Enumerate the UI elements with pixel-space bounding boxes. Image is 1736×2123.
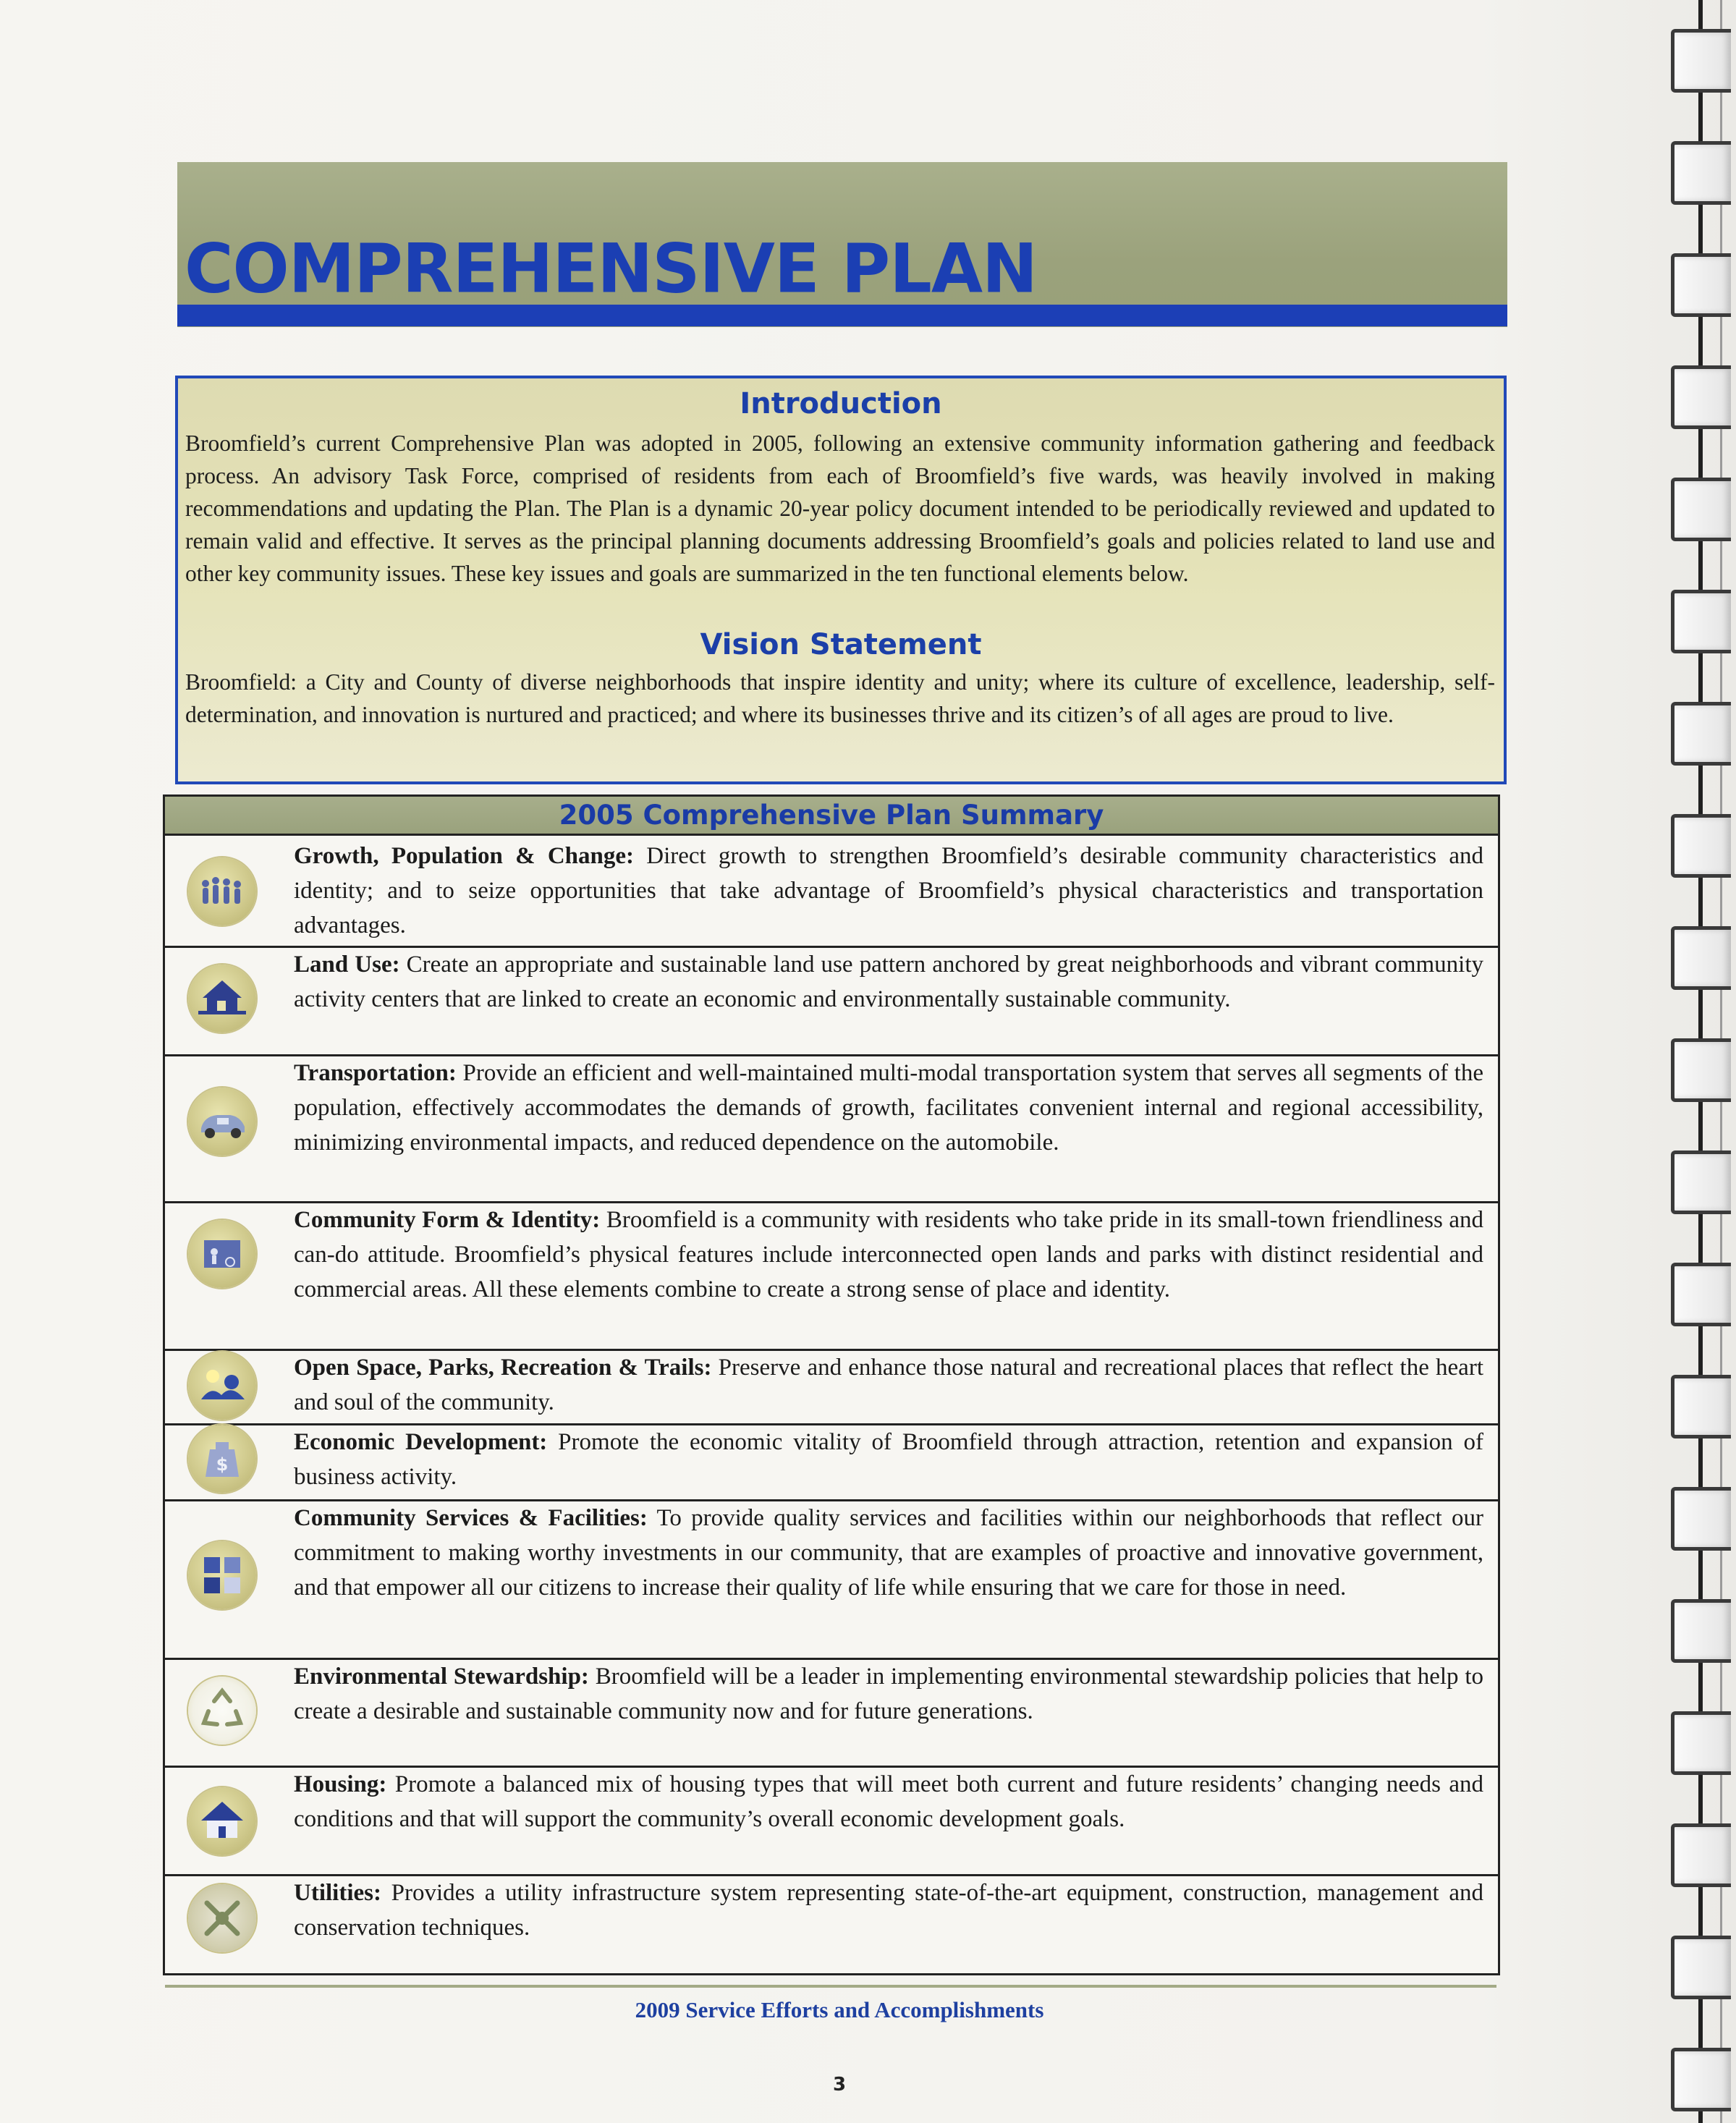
car-icon bbox=[188, 1088, 256, 1156]
footer-rule bbox=[165, 1985, 1496, 1988]
open-space-icon bbox=[188, 1352, 256, 1420]
summary-row-text: Transportation: Provide an efficient and well-maintained multi-modal transportation system that serves all segments of the population, effectively accommodates the demands of growth, facilitates convenient internal and regional accessibility, minimizing environmental impacts, and reduced dependence on the automobile. bbox=[294, 1060, 1483, 1156]
utilities-icon bbox=[188, 1884, 256, 1952]
summary-row-text: Growth, Population & Change: Direct growth to strengthen Broomfield’s desirable community characteristics and identity; and to seize opportunities that take advantage of Broomfield’s physical characteristics and transportation advantages. bbox=[294, 843, 1483, 938]
page-number: 3 bbox=[832, 2074, 847, 2096]
vision-text: Broomfield: a City and County of diverse neighborhoods that inspire identity and unity; where its culture of excellence, leadership, self-determination, and innovation is nurtured and practiced; and where its businesses thrive and its citizen’s of all ages are proud to live. bbox=[185, 669, 1495, 727]
summary-row bbox=[165, 1349, 1498, 1425]
summary-row-text: Community Form & Identity: Broomfield is a community with residents who take pride in its small-town friendliness and can-do attitude. Broomfield’s physical features include interconnected open lands and parks with distinct residential and commercial areas. All these elements combine to create a strong sense of place and identity. bbox=[294, 1207, 1483, 1302]
summary-row-text: Community Services & Facilities: To provide quality services and facilities within our neighborhoods that reflect our commitment to making worthy investments in our community, that are examples of proactive and innovative government, and that empower all our citizens to increase their quality of life while ensuring that we care for those in need. bbox=[294, 1505, 1483, 1601]
summary-row-text: Utilities: Provides a utility infrastructure system representing state-of-the-art equipment, construction, management and conservation techniques. bbox=[294, 1880, 1483, 1941]
summary-row-text: Housing: Promote a balanced mix of housing types that will meet both current and future residents’ changing needs and conditions and that will support the community’s overall economic development goals. bbox=[294, 1771, 1483, 1832]
page-title: COMPREHENSIVE PLAN bbox=[185, 229, 1038, 309]
footer-text: 2009 Service Efforts and Accomplishments bbox=[635, 1997, 1044, 2022]
community-icon bbox=[188, 1220, 256, 1288]
introduction-heading: Introduction bbox=[740, 387, 942, 420]
dollar-bag-icon bbox=[188, 1425, 256, 1493]
house-icon bbox=[188, 1787, 256, 1855]
spiral-binding bbox=[1613, 0, 1736, 2123]
summary-row bbox=[165, 1499, 1498, 1660]
land-use-icon bbox=[188, 965, 256, 1033]
services-icon bbox=[188, 1541, 256, 1609]
plan-summary-table bbox=[163, 794, 1500, 1975]
svg-text:$: $ bbox=[216, 1454, 229, 1475]
summary-row bbox=[165, 1766, 1498, 1876]
summary-row bbox=[165, 1201, 1498, 1351]
introduction-box bbox=[175, 376, 1507, 784]
summary-row bbox=[165, 946, 1498, 1056]
summary-row bbox=[165, 1054, 1498, 1203]
vision-heading: Vision Statement bbox=[700, 628, 982, 661]
people-icon bbox=[188, 857, 256, 925]
summary-row-text: Economic Development: Promote the economic vitality of Broomfield through attraction, retention and expansion of business activity. bbox=[294, 1429, 1484, 1490]
summary-row-text: Open Space, Parks, Recreation & Trails: Preserve and enhance those natural and recreational places that reflect the heart and soul of the community. bbox=[294, 1355, 1483, 1415]
introduction-text: Broomfield’s current Comprehensive Plan was adopted in 2005, following an extensive community information gathering and feedback process. An advisory Task Force, comprised of residents from each of Broomfield’s five wards, was heavily involved in making recommendations and updating the Plan. The Plan is a dynamic 20-year policy document intended to be periodically reviewed and updated to remain valid and effective. It serves as the principal planning documents addressing Broomfield’s goals and policies related to land use and other key community issues. These key issues and goals are summarized in the ten functional elements below. bbox=[185, 431, 1495, 586]
summary-row-text: Land Use: Create an appropriate and sustainable land use pattern anchored by great neighborhoods and vibrant community activity centers that are linked to create an economic and environmentally sustainable community. bbox=[294, 952, 1483, 1012]
summary-row bbox=[165, 836, 1498, 948]
summary-row bbox=[165, 1423, 1498, 1501]
recycle-icon bbox=[188, 1677, 256, 1745]
summary-row bbox=[165, 1874, 1498, 1971]
summary-row-text: Environmental Stewardship: Broomfield will be a leader in implementing environmental stewardship policies that help to create a desirable and sustainable community now and for future generations. bbox=[294, 1664, 1483, 1724]
summary-row bbox=[165, 1658, 1498, 1768]
summary-title: 2005 Comprehensive Plan Summary bbox=[165, 797, 1498, 836]
